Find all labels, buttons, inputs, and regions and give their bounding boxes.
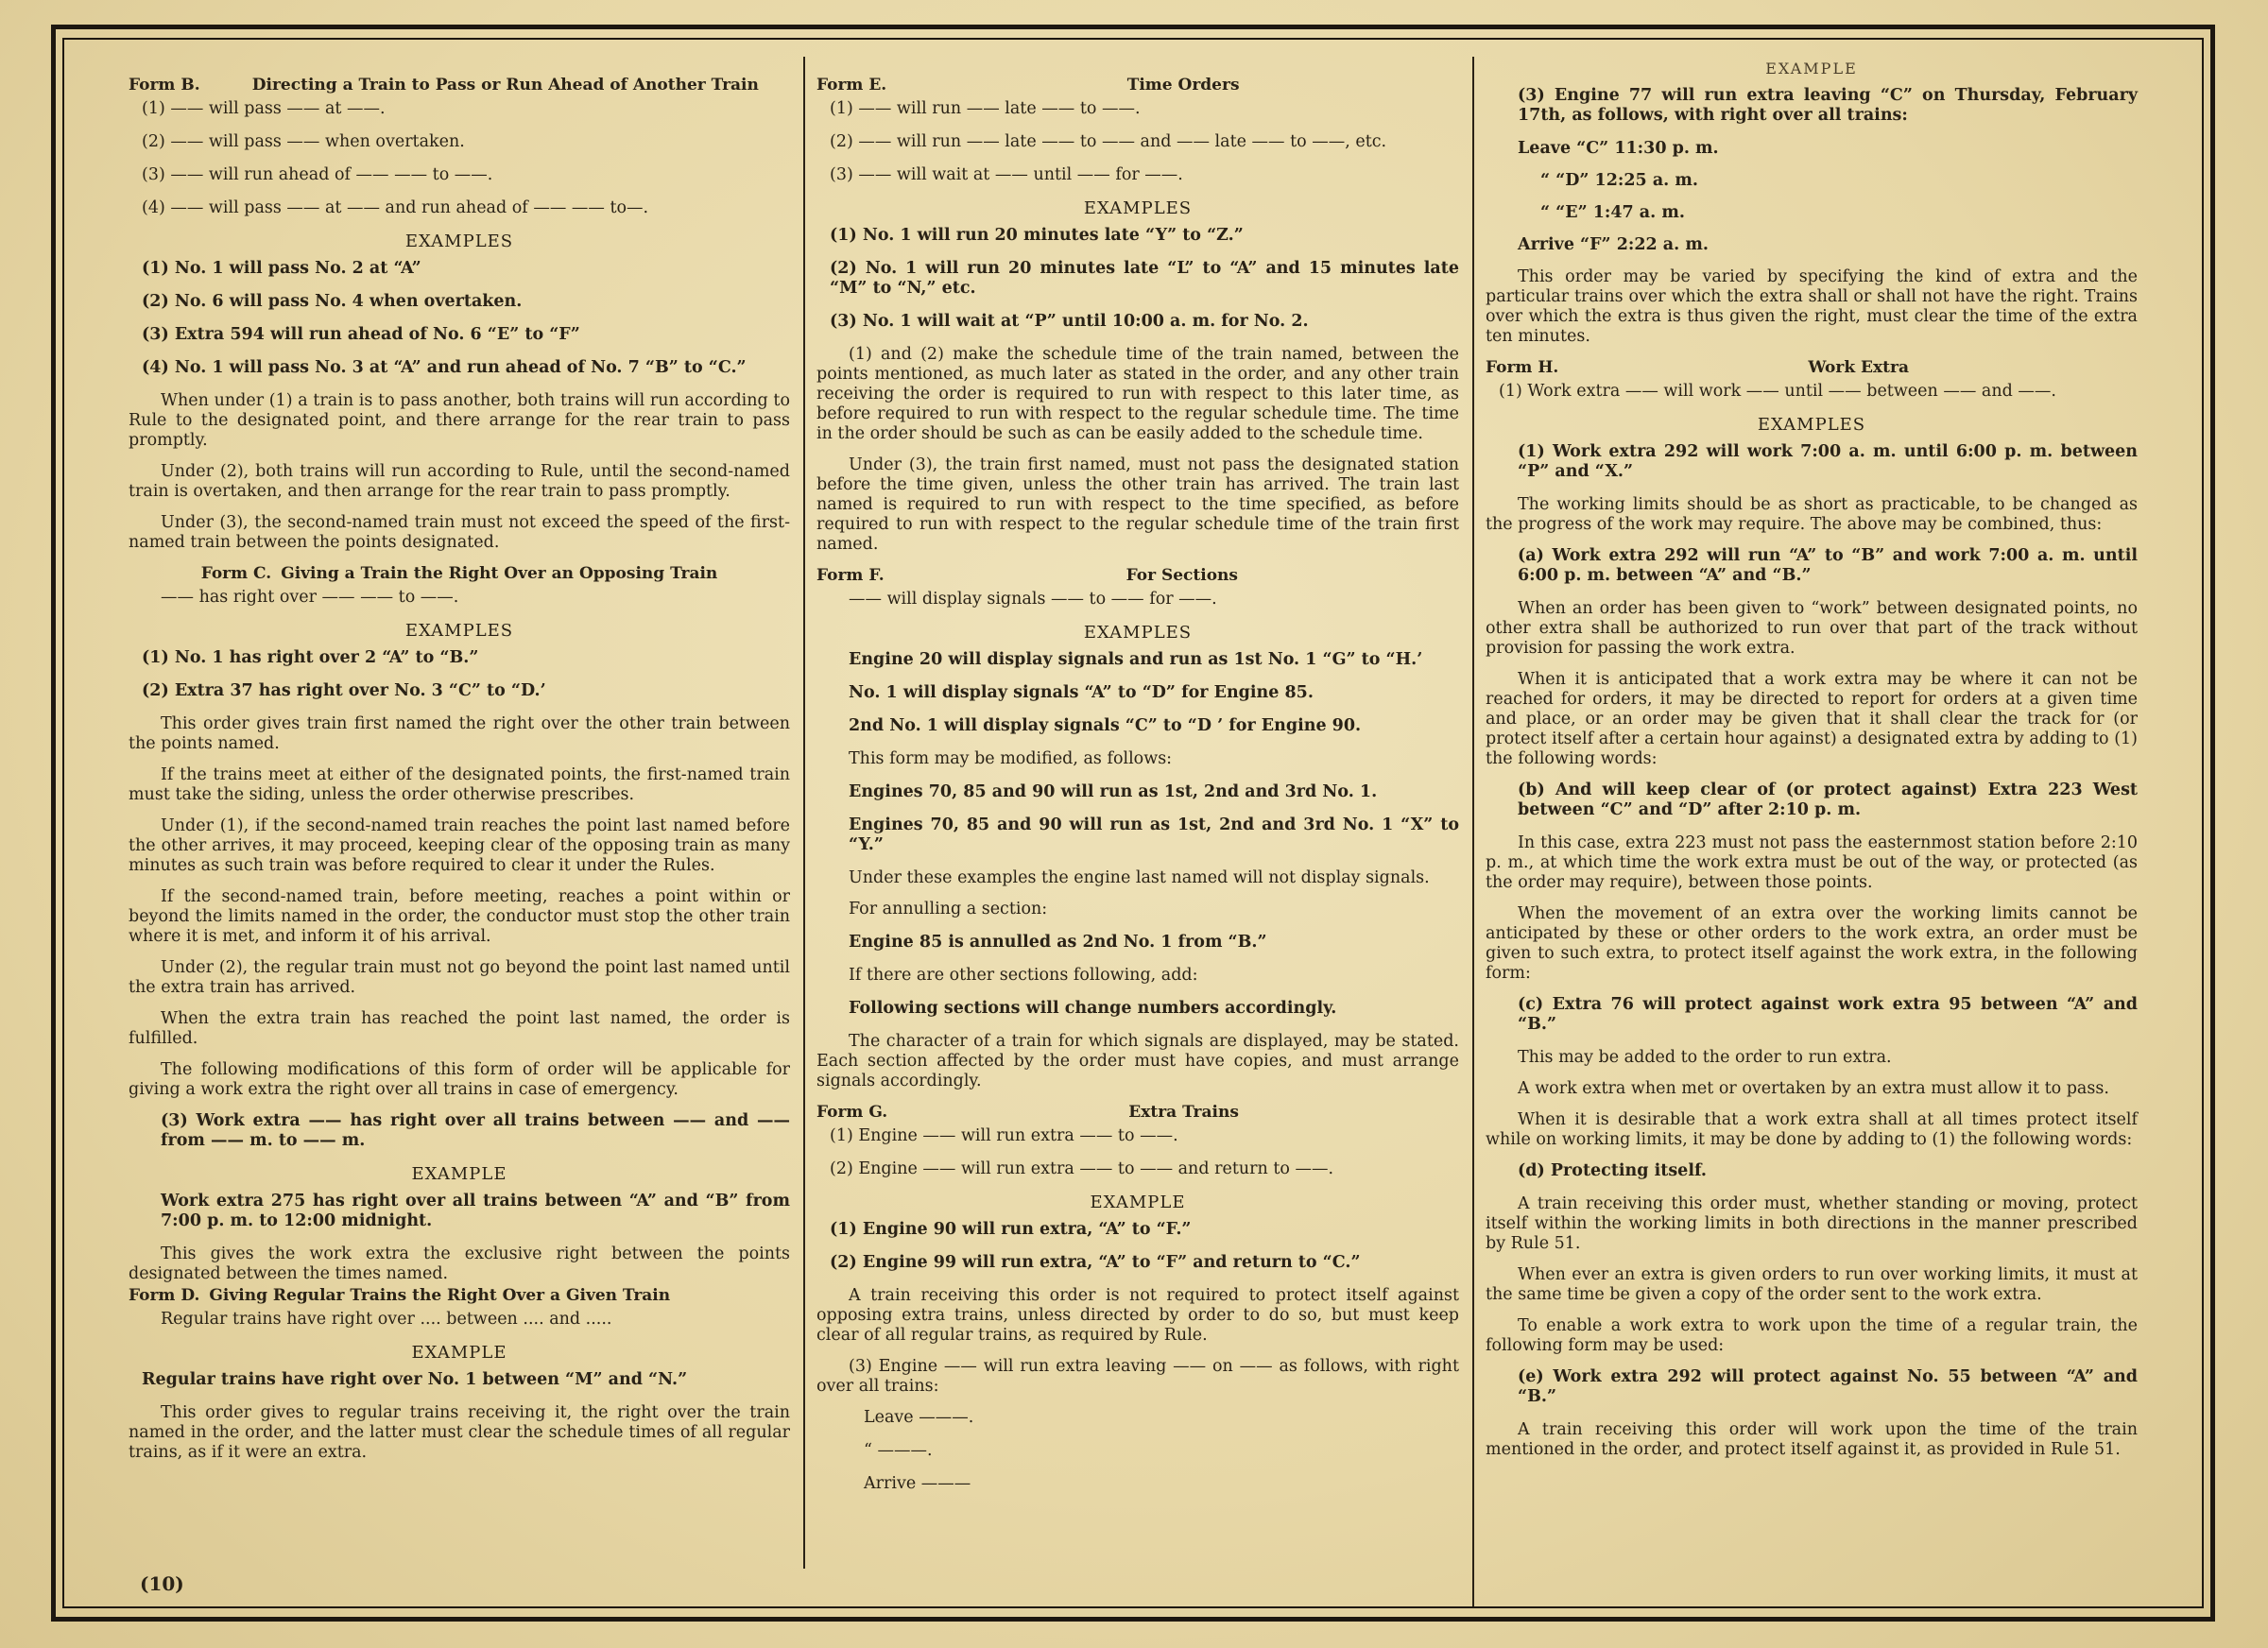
form-h-paragraph-2: When an order has been given to “work” between designated points, no other extra shall be authorized to run over that part of the track without provision for passing the work extra. [1486,599,2138,658]
form-g-template-2: (2) Engine —— will run extra —— to —— and return to ——. [830,1159,1334,1178]
form-f-example-2: No. 1 will display signals “A” to “D” for Engine 85. [849,683,1314,702]
form-c-modification: (3) Work extra —— has right over all trains between —— and —— from —— m. to —— m. [161,1111,790,1150]
form-h-paragraph-3: When it is anticipated that a work extra may be where it can not be reached for orders, it may be directed to report for orders at a given time and place, or an order may be given that it shall clear the track for (or protect itself after a certain hour against) a designated extra by adding to (1) the following words: [1486,670,2138,768]
form-f-example-3: 2nd No. 1 will display signals “C” to “D ’ for Engine 90. [849,716,1362,735]
form-g-label: Form G. [816,1103,888,1122]
column-2 [816,70,1459,1507]
form-c-modification-example: Work extra 275 has right over all trains between “A” and “B” from 7:00 p. m. to 12:00 midnight. [161,1192,790,1230]
form-b-heading [129,76,790,95]
form-g-template-1: (1) Engine —— will run extra —— to ——. [830,1126,1178,1145]
form-e-label: Form E. [816,76,887,94]
examples-heading: EXAMPLES [404,621,514,641]
form-f-paragraph-1: Under these examples the engine last named will not display signals. [849,868,1430,887]
form-f-modification-1: Engines 70, 85 and 90 will run as 1st, 2nd and 3rd No. 1. [849,782,1378,801]
examples-heading: EXAMPLES [1083,623,1193,643]
form-h-example-a: (a) Work extra 292 will run “A” to “B” and work 7:00 a. m. until 6:00 p. m. between “A” and “B.” [1518,546,2138,585]
form-f-heading [816,566,1459,586]
schedule-row-3: “ “E” 1:47 a. m. [1540,203,1685,222]
column-divider-2 [1472,57,1474,1606]
form-h-heading [1486,358,2138,378]
form-d-paragraph: This order gives to regular trains receiving it, the right over the train named in the order, and the latter must clear the schedule times of all regular trains, as if it were an extra. [129,1403,790,1462]
schedule-row-4: Arrive “F” 2:22 a. m. [1518,235,1709,254]
form-g-paragraph: A train receiving this order is not required to protect itself against opposing extra trains, unless directed by order to do so, but must keep clear of all regular trains, as required by Rule. [816,1286,1459,1345]
form-h-paragraph-9: A train receiving this order must, whether standing or moving, protect itself within the working limits in both directions in the manner prescribed by Rule 51. [1486,1194,2138,1253]
form-f-example-1: Engine 20 will display signals and run as 1st No. 1 “G” to “H.’ [849,650,1423,669]
form-h-paragraph-1: The working limits should be as short as practicable, to be changed as the progress of the work may require. The above may be combined, thus: [1486,495,2138,534]
form-h-paragraph-10: When ever an extra is given orders to run over working limits, it must at the same time be given a copy of the order sent to the work extra. [1486,1265,2138,1304]
form-b-example-2: (2) No. 6 will pass No. 4 when overtaken. [142,292,523,311]
form-e-paragraph-1: (1) and (2) make the schedule time of the train named, between the points mentioned, as much later as stated in the order, and any other train receiving the order is required to run with respect to this later time, as before required to run with respect to the regular schedule time. The time in the order should be such as can be easily added to the schedule time. [816,345,1459,443]
form-b-paragraph-3: Under (3), the second-named train must not exceed the speed of the first-named train between the points designated. [129,513,790,552]
form-c-example-1: (1) No. 1 has right over 2 “A” to “B.” [142,648,479,667]
form-g-blank-leave: Leave ———. [864,1408,974,1427]
form-f-paragraph-2: The character of a train for which signals are displayed, may be stated. Each section affected by the order must have copies, and must arrange signals accordingly. [816,1032,1459,1090]
form-b-paragraph-2: Under (2), both trains will run according to Rule, until the second-named train is overtaken, and then arrange for the rear train to pass promptly. [129,462,790,501]
form-g-example-1: (1) Engine 90 will run extra, “A” to “F.” [830,1220,1192,1239]
column-divider-1 [803,57,805,1569]
form-f-template: —— will display signals —— to —— for ——. [849,590,1217,609]
form-h-paragraph-12: A train receiving this order will work upon the time of the train mentioned in the order, and protect itself against it, as provided in Rule 51. [1486,1420,2138,1459]
form-c-label: Form C. [200,564,272,583]
form-h-paragraph-8: When it is desirable that a work extra shall at all times protect itself while on working limits, it may be done by adding to (1) the following words: [1486,1110,2138,1149]
form-h-title: Work Extra [1808,358,1909,377]
form-b-paragraph-1: When under (1) a train is to pass another, both trains will run according to Rule to the designated point, and there arrange for the rear train to pass promptly. [129,391,790,450]
form-d-heading [129,1286,790,1306]
form-d-label: Form D. [129,1286,200,1305]
form-h-paragraph-11: To enable a work extra to work upon the time of a regular train, the following form may be used: [1486,1316,2138,1355]
form-f-annul: Engine 85 is annulled as 2nd No. 1 from “B.” [849,933,1267,952]
example-heading: EXAMPLE [1090,1193,1186,1212]
form-e-template-3: (3) —— will wait at —— until —— for ——. [830,165,1183,184]
form-c-paragraph-5: Under (2), the regular train must not go beyond the point last named until the extra train has arrived. [129,958,790,997]
form-h-example-1: (1) Work extra 292 will work 7:00 a. m. until 6:00 p. m. between “P” and “X.” [1518,442,2138,481]
form-c-paragraph-4: If the second-named train, before meeting, reaches a point within or beyond the limits named in the order, the conductor must stop the other train where it is met, and inform it of his arrival. [129,887,790,946]
schedule-row-1: Leave “C” 11:30 p. m. [1518,139,1719,158]
form-f-sections: Following sections will change numbers accordingly. [849,999,1337,1018]
form-c-modification-paragraph: This gives the work extra the exclusive right between the points designated between the times named. [129,1245,790,1283]
form-b-example-3: (3) Extra 594 will run ahead of No. 6 “E” to “F” [142,325,580,344]
form-c-heading [129,564,790,584]
form-g-blank-ditto: “ ———. [864,1441,933,1460]
form-c-title: Giving a Train the Right Over an Opposing Train [281,564,718,583]
form-h-paragraph-4: In this case, extra 223 must not pass the easternmost station before 2:10 p. m., at which time the work extra must be out of the way, or protected (as the order may require), between those points. [1486,833,2138,892]
form-d-template: Regular trains have right over .... between .... and ..... [161,1310,612,1329]
column-1 [129,70,790,1474]
form-g-template-3: (3) Engine —— will run extra leaving —— on —— as follows, with right over all trains: [816,1357,1459,1396]
page-number: (10) [140,1572,184,1595]
form-b-template-4: (4) —— will pass —— at —— and run ahead of —— —— to—. [142,198,649,217]
examples-heading: EXAMPLES [1083,198,1193,218]
form-g-example-3: (3) Engine 77 will run extra leaving “C” on Thursday, February 17th, as follows, with right over all trains: [1518,86,2138,125]
form-g-example-2: (2) Engine 99 will run extra, “A” to “F” and return to “C.” [830,1253,1361,1272]
form-g-heading [816,1103,1459,1123]
form-f-sections-intro: If there are other sections following, add: [849,966,1198,985]
form-f-title: For Sections [1125,566,1238,585]
form-e-paragraph-2: Under (3), the train first named, must not pass the designated station before the time given, unless the other train has arrived. The train last named is required to run with respect to the time specified, as before required to run with respect to the regular schedule time of the train first named. [816,455,1459,554]
form-h-paragraph-6: This may be added to the order to run extra. [1518,1048,1892,1067]
form-b-title: Directing a Train to Pass or Run Ahead of Another Train [251,76,759,94]
schedule-row-2: “ “D” 12:25 a. m. [1540,171,1698,190]
form-h-label: Form H. [1486,358,1559,377]
form-h-example-c: (c) Extra 76 will protect against work extra 95 between “A” and “B.” [1518,995,2138,1034]
form-c-example-2: (2) Extra 37 has right over No. 3 “C” to “D.’ [142,681,546,700]
form-e-example-2: (2) No. 1 will run 20 minutes late “L” to “A” and 15 minutes late “M” to “N,” etc. [830,259,1459,298]
form-e-example-3: (3) No. 1 will wait at “P” until 10:00 a. m. for No. 2. [830,312,1309,331]
examples-heading: EXAMPLES [404,232,514,251]
form-b-example-1: (1) No. 1 will pass No. 2 at “A” [142,259,421,278]
form-e-template-1: (1) —— will run —— late —— to ——. [830,99,1141,118]
form-c-template: —— has right over —— —— to ——. [161,588,459,607]
form-h-paragraph-5: When the movement of an extra over the working limits cannot be anticipated by these or other orders to the work extra, an order must be given to such extra, to protect itself against the work extra, in the following form: [1486,904,2138,983]
form-g-title: Extra Trains [1128,1103,1239,1122]
form-b-example-4: (4) No. 1 will pass No. 3 at “A” and run ahead of No. 7 “B” to “C.” [142,358,747,377]
form-f-label: Form F. [816,566,885,585]
form-c-paragraph-2: If the trains meet at either of the designated points, the first-named train must take the siding, unless the order otherwise prescribes. [129,765,790,804]
form-c-paragraph-7: The following modifications of this form of order will be applicable for giving a work extra the right over all trains in case of emergency. [129,1060,790,1099]
form-b-template-3: (3) —— will run ahead of —— —— to ——. [142,165,493,184]
form-f-modification-2: Engines 70, 85 and 90 will run as 1st, 2nd and 3rd No. 1 “X” to “Y.” [849,815,1459,854]
example-heading: EXAMPLE [1765,60,1858,77]
form-g-paragraph-2: This order may be varied by specifying the kind of extra and the particular trains over which the extra shall or shall not have the right. Trains over which the extra is thus given the right, must clear the time of the extra ten minutes. [1486,267,2138,346]
form-c-paragraph-1: This order gives train first named the right over the other train between the points named. [129,714,790,753]
form-h-example-d: (d) Protecting itself. [1518,1161,1707,1180]
form-b-label: Form B. [129,76,200,94]
form-e-template-2: (2) —— will run —— late —— to —— and —— late —— to ——, etc. [830,132,1387,151]
form-b-template-2: (2) —— will pass —— when overtaken. [142,132,465,151]
form-d-title: Giving Regular Trains the Right Over a Given Train [209,1286,671,1305]
form-e-heading [816,76,1459,95]
form-h-paragraph-7: A work extra when met or overtaken by an extra must allow it to pass. [1518,1079,2109,1098]
form-f-annul-intro: For annulling a section: [849,900,1048,918]
form-h-template: (1) Work extra —— will work —— until —— between —— and ——. [1499,382,2056,401]
form-f-modification-intro: This form may be modified, as follows: [849,749,1173,768]
form-c-paragraph-3: Under (1), if the second-named train reaches the point last named before the other arrives, it may proceed, keeping clear of the opposing train as many minutes as such train was before required to clear it under the Rules. [129,816,790,875]
form-g-blank-arrive: Arrive ——— [864,1474,971,1493]
form-e-example-1: (1) No. 1 will run 20 minutes late “Y” to “Z.” [830,226,1244,245]
example-heading: EXAMPLE [411,1164,507,1184]
form-b-template-1: (1) —— will pass —— at ——. [142,99,386,118]
examples-heading: EXAMPLES [1757,415,1866,435]
column-3 [1486,59,2138,1471]
form-h-example-b: (b) And will keep clear of (or protect against) Extra 223 West between “C” and “D” after 2:10 p. m. [1518,781,2138,819]
form-c-paragraph-6: When the extra train has reached the point last named, the order is fulfilled. [129,1009,790,1048]
example-heading: EXAMPLE [411,1343,507,1363]
form-d-example: Regular trains have right over No. 1 between “M” and “N.” [142,1370,688,1389]
form-e-title: Time Orders [1126,76,1240,94]
form-h-example-e: (e) Work extra 292 will protect against No. 55 between “A” and “B.” [1518,1367,2138,1406]
